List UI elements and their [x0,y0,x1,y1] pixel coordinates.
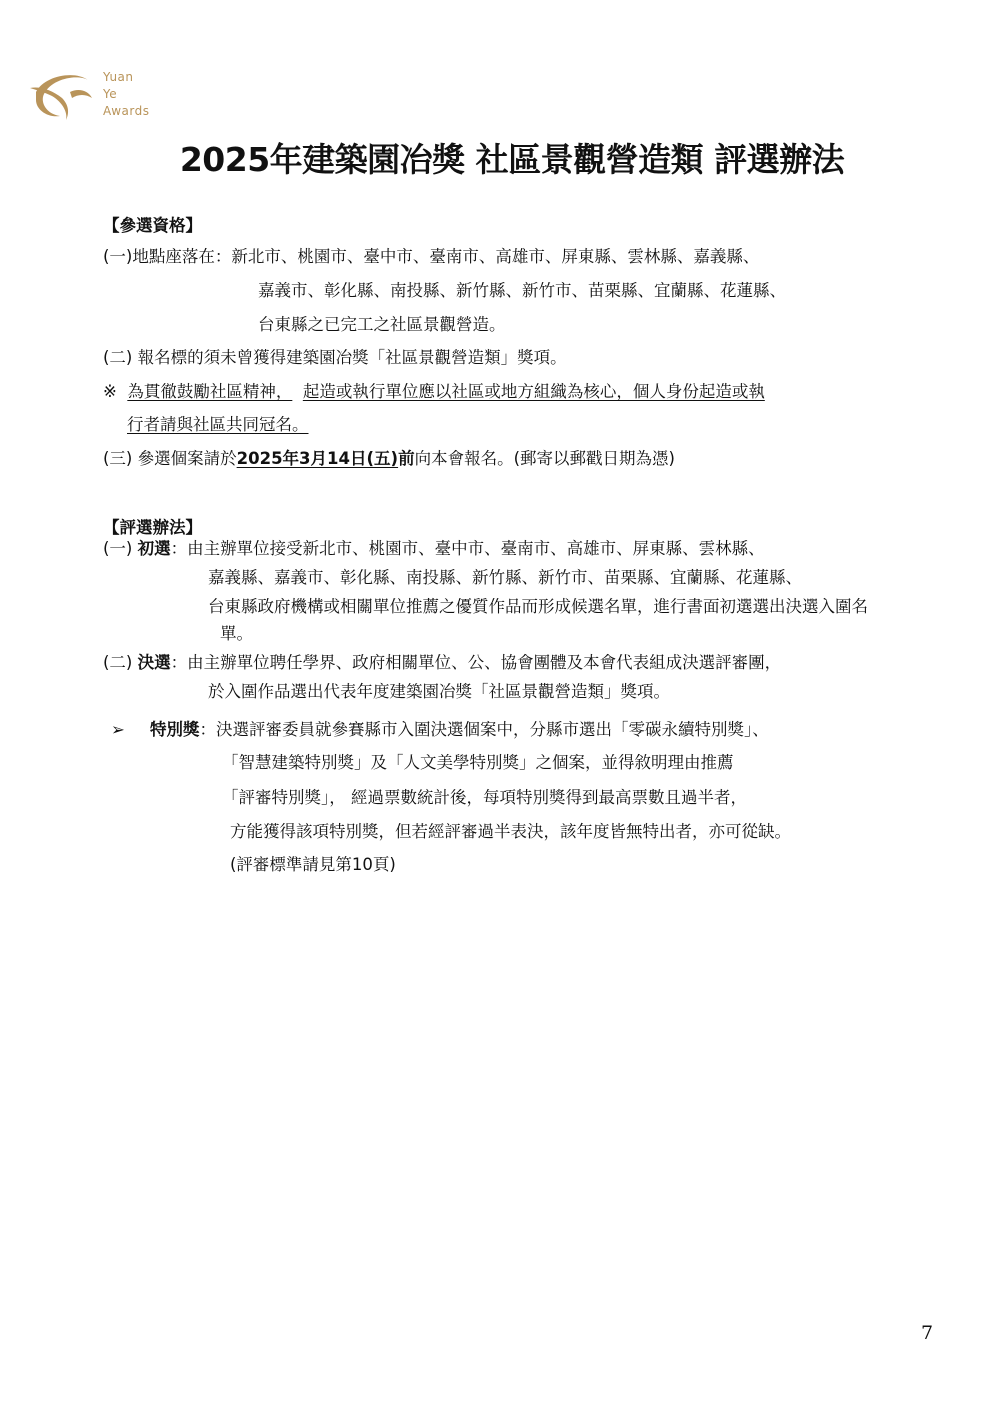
eligibility-heading: 【參選資格】 [103,216,202,235]
special-text-1: ：決選評審委員就參賽縣市入圍決選個案中，分縣市選出「零碳永續特別獎」、 [199,720,769,739]
prelim-label: 初選 [137,539,171,558]
page-title: 2025年建築園冶獎 社區景觀營造類 評選辦法 [179,140,845,179]
eligibility-note [103,380,765,404]
logo-text [103,69,149,120]
page-number: 7 [921,1322,934,1344]
special-line-3: 「評審特別獎」， 經過票數統計後，每項特別獎得到最高票數且過半者， [222,788,747,807]
eligibility-note-line-2 [127,413,309,437]
note-mark: ※ [103,382,117,401]
final-line-2: 於入圍作品選出代表年度建築園冶獎「社區景觀營造類」獎項。 [208,682,670,701]
item-3-suffix: 向本會報名。(郵寄以郵戳日期為憑) [414,449,675,468]
eligibility-item-1-line-1: 新北市、桃園市、臺中市、臺南市、高雄市、屏東縣、雲林縣、嘉義縣、 [231,247,760,266]
final-text-1: ：由主辦單位聘任學界、政府相關單位、公、協會團體及本會代表組成決選評審團， [170,653,782,672]
special-line-1 [150,718,769,742]
special-line-4: 方能獲得該項特別獎，但若經評審過半表決，該年度皆無特出者，亦可從缺。 [230,822,791,841]
prelim-line-2: 嘉義縣、嘉義市、彰化縣、南投縣、新竹縣、新竹市、苗栗縣、宜蘭縣、花蓮縣、 [208,568,802,587]
eligibility-item-1-prefix: (一)地點座落在： [103,247,232,266]
item-3-prefix: (三) 參選個案請於 [103,449,237,468]
eligibility-item-1-line-3: 台東縣之已完工之社區景觀營造。 [258,315,506,334]
prelim-line-4: 單。 [220,624,253,643]
yuan-ye-awards-logo-icon [30,68,94,122]
logo-line-ye: Ye [103,87,118,101]
prelim-line-3: 台東縣政府機構或相關單位推薦之優質作品而形成候選名單，進行書面初選選出決選入圍名 [208,597,868,616]
method-heading: 【評選辦法】 [103,518,202,537]
prelim-num: (一) [103,539,138,558]
final-label: 決選 [137,653,171,672]
prelim-text-1: ：由主辦單位接受新北市、桃園市、臺中市、臺南市、高雄市、屏東縣、雲林縣、 [170,539,765,558]
special-line-2: 「智慧建築特別獎」及「人文美學特別獎」之個案，並得敘明理由推薦 [222,753,734,772]
eligibility-item-1 [103,245,759,269]
note-line-1a: 為貫徹鼓勵社區精神， [127,382,293,401]
eligibility-item-3 [103,447,675,471]
note-line-1b: 起造或執行單位應以社區或地方組織為核心，個人身份起造或執 [302,382,765,401]
eligibility-item-1-line-2: 嘉義市、彰化縣、南投縣、新竹縣、新竹市、苗栗縣、宜蘭縣、花蓮縣、 [258,281,786,300]
logo-line-awards: Awards [103,104,150,118]
final-num: (二) [103,653,138,672]
registration-deadline: 2025年3月14日(五) [236,449,399,468]
logo-line-yuan: Yuan [103,70,134,84]
special-bullet-icon: ➢ [111,720,125,739]
note-line-2: 行者請與社區共同冠名。 [127,415,309,434]
special-label: 特別獎 [150,720,200,739]
special-line-5: (評審標準請見第10頁) [230,855,396,874]
final-line-1 [103,651,781,675]
prelim-line-1 [103,537,765,561]
item-3-bold: 前 [398,449,415,468]
eligibility-item-2: (二) 報名標的須未曾獲得建築園冶獎「社區景觀營造類」獎項。 [103,348,567,367]
